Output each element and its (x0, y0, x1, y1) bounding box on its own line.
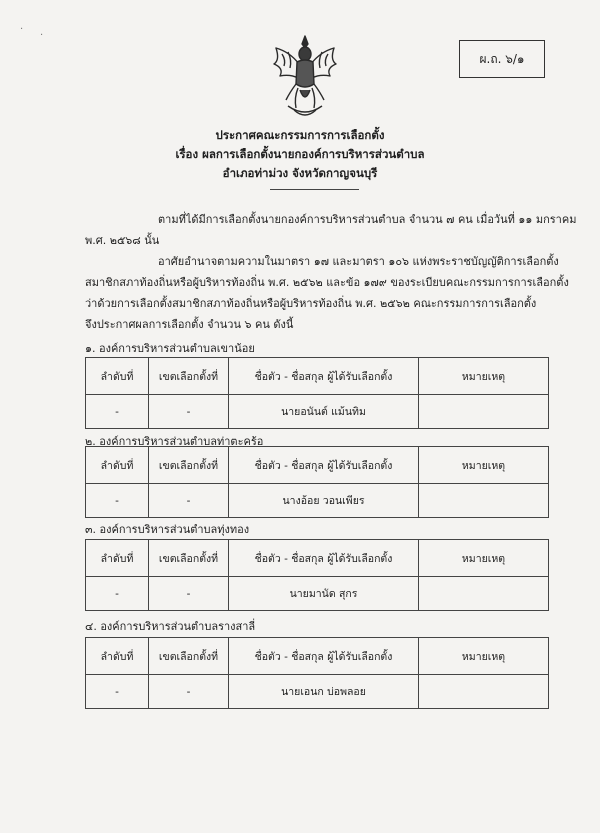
form-code: ผ.ถ. ๖/๑ (479, 51, 525, 66)
body-line: อาศัยอำนาจตามความในมาตรา ๑๗ และมาตรา ๑๐๖ แห่งพระราชบัญญัติการเลือกตั้ง (158, 255, 559, 268)
header-name: ชื่อตัว - ชื่อสกุล ผู้ได้รับเลือกตั้ง (229, 540, 419, 577)
table-header-row (86, 638, 549, 675)
cell-district: - (149, 577, 229, 611)
cell-order: - (86, 484, 149, 518)
header-district: เขตเลือกตั้งที่ (149, 638, 229, 675)
garuda-emblem-icon (270, 34, 340, 120)
cell-district: - (149, 395, 229, 429)
results-table (85, 637, 549, 709)
divider (270, 189, 359, 190)
body-line: สมาชิกสภาท้องถิ่นหรือผู้บริหารท้องถิ่น พ.ศ. ๒๕๖๒ และข้อ ๑๗๙ ของระเบียบคณะกรรมการการเลือกตั้ง (85, 276, 569, 289)
section-title: ๔. องค์การบริหารส่วนตำบลรางสาลี่ (85, 620, 256, 633)
header-note: หมายเหตุ (419, 447, 549, 484)
header-order: ลำดับที่ (86, 358, 149, 395)
announcement-title: ประกาศคณะกรรมการการเลือกตั้ง (215, 128, 385, 142)
cell-name: นายอนันต์ แม้นทิม (229, 395, 419, 429)
cell-district: - (149, 484, 229, 518)
header-district: เขตเลือกตั้งที่ (149, 447, 229, 484)
header-order: ลำดับที่ (86, 447, 149, 484)
section-title: ๑. องค์การบริหารส่วนตำบลเขาน้อย (85, 342, 255, 355)
header-name: ชื่อตัว - ชื่อสกุล ผู้ได้รับเลือกตั้ง (229, 638, 419, 675)
header-name: ชื่อตัว - ชื่อสกุล ผู้ได้รับเลือกตั้ง (229, 447, 419, 484)
body-line: จึงประกาศผลการเลือกตั้ง จำนวน ๖ คน ดังนี้ (85, 318, 294, 331)
body-line: พ.ศ. ๒๕๖๘ นั้น (85, 234, 160, 247)
header-note: หมายเหตุ (419, 358, 549, 395)
header-note: หมายเหตุ (419, 540, 549, 577)
table-header-row (86, 540, 549, 577)
table-row (86, 675, 549, 709)
table-row (86, 577, 549, 611)
table-header-row (86, 447, 549, 484)
announcement-location: อำเภอท่าม่วง จังหวัดกาญจนบุรี (222, 166, 378, 180)
header-note: หมายเหตุ (419, 638, 549, 675)
header-order: ลำดับที่ (86, 540, 149, 577)
header-district: เขตเลือกตั้งที่ (149, 358, 229, 395)
cell-district: - (149, 675, 229, 709)
table-header-row (86, 358, 549, 395)
cell-name: นางอ้อย วอนเพียร (229, 484, 419, 518)
section-title: ๒. องค์การบริหารส่วนตำบลท่าตะคร้อ (85, 435, 264, 448)
cell-name: นายเอนก บ่อพลอย (229, 675, 419, 709)
results-table (85, 357, 549, 429)
cell-note (419, 675, 549, 709)
form-code-box (459, 40, 545, 78)
table-row (86, 395, 549, 429)
cell-note (419, 577, 549, 611)
results-table (85, 539, 549, 611)
cell-note (419, 395, 549, 429)
announcement-subject: เรื่อง ผลการเลือกตั้งนายกองค์การบริหารส่วนตำบล (175, 147, 425, 161)
table-row (86, 484, 549, 518)
scan-speck: · (20, 24, 24, 35)
section-title: ๓. องค์การบริหารส่วนตำบลทุ่งทอง (85, 523, 250, 536)
cell-order: - (86, 675, 149, 709)
scan-speck: · (40, 30, 44, 41)
cell-order: - (86, 577, 149, 611)
cell-name: นายมานัด สุกร (229, 577, 419, 611)
cell-order: - (86, 395, 149, 429)
header-name: ชื่อตัว - ชื่อสกุล ผู้ได้รับเลือกตั้ง (229, 358, 419, 395)
results-table (85, 446, 549, 518)
cell-note (419, 484, 549, 518)
body-line: ว่าด้วยการเลือกตั้งสมาชิกสภาท้องถิ่นหรือผู้บริหารท้องถิ่น พ.ศ. ๒๕๖๒ คณะกรรมการการเลือกตั้ง (85, 297, 537, 310)
header-district: เขตเลือกตั้งที่ (149, 540, 229, 577)
header-order: ลำดับที่ (86, 638, 149, 675)
body-line: ตามที่ได้มีการเลือกตั้งนายกองค์การบริหารส่วนตำบล จำนวน ๗ คน เมื่อวันที่ ๑๑ มกราคม (158, 213, 577, 226)
